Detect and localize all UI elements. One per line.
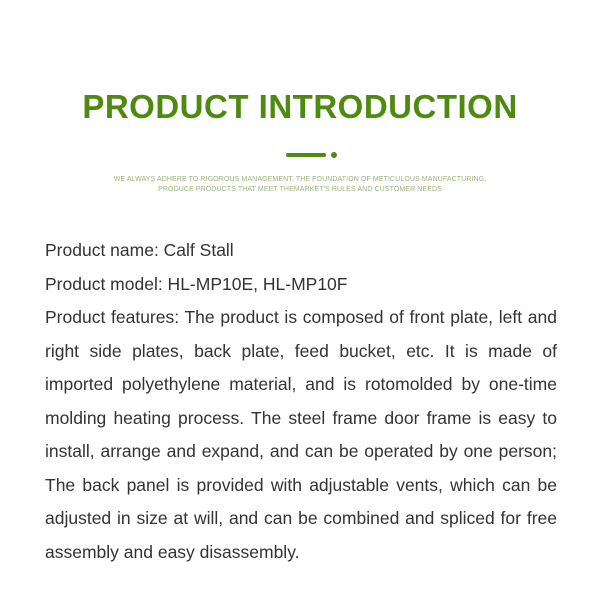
product-name: Product name: Calf Stall — [45, 240, 234, 260]
page-subtitle — [60, 175, 540, 195]
page-title: PRODUCT INTRODUCTION — [82, 88, 518, 125]
product-model: Product model: HL-MP10E, HL-MP10F — [45, 273, 348, 294]
title-divider — [286, 152, 340, 158]
product-features: Product features: The product is composed of front plate, left and right side plates, back plate, feed bucket, etc. It is made of imported polyethylene material, and is rotomolded by one-time molding heating process. The steel frame door frame is easy to install, arrange and expand, and can be operated by one person; The back panel is provided with adjustable vents, which can be adjusted in size at will, and can be combined and spliced for free assembly and easy disassembly. — [45, 307, 557, 562]
divider-bar — [286, 153, 326, 157]
divider-dot — [331, 152, 337, 158]
subtitle-line-1: WE ALWAYS ADHERE TO RIGOROUS MANAGEMENT, THE FOUNDATION OF METICULOUS MANUFACTURING, — [113, 176, 487, 183]
subtitle-line-2: PRODUCE PRODUCTS THAT MEET THEMARKET'S RULES AND CUSTOMER NEEDS — [158, 186, 442, 193]
product-details — [45, 234, 557, 569]
